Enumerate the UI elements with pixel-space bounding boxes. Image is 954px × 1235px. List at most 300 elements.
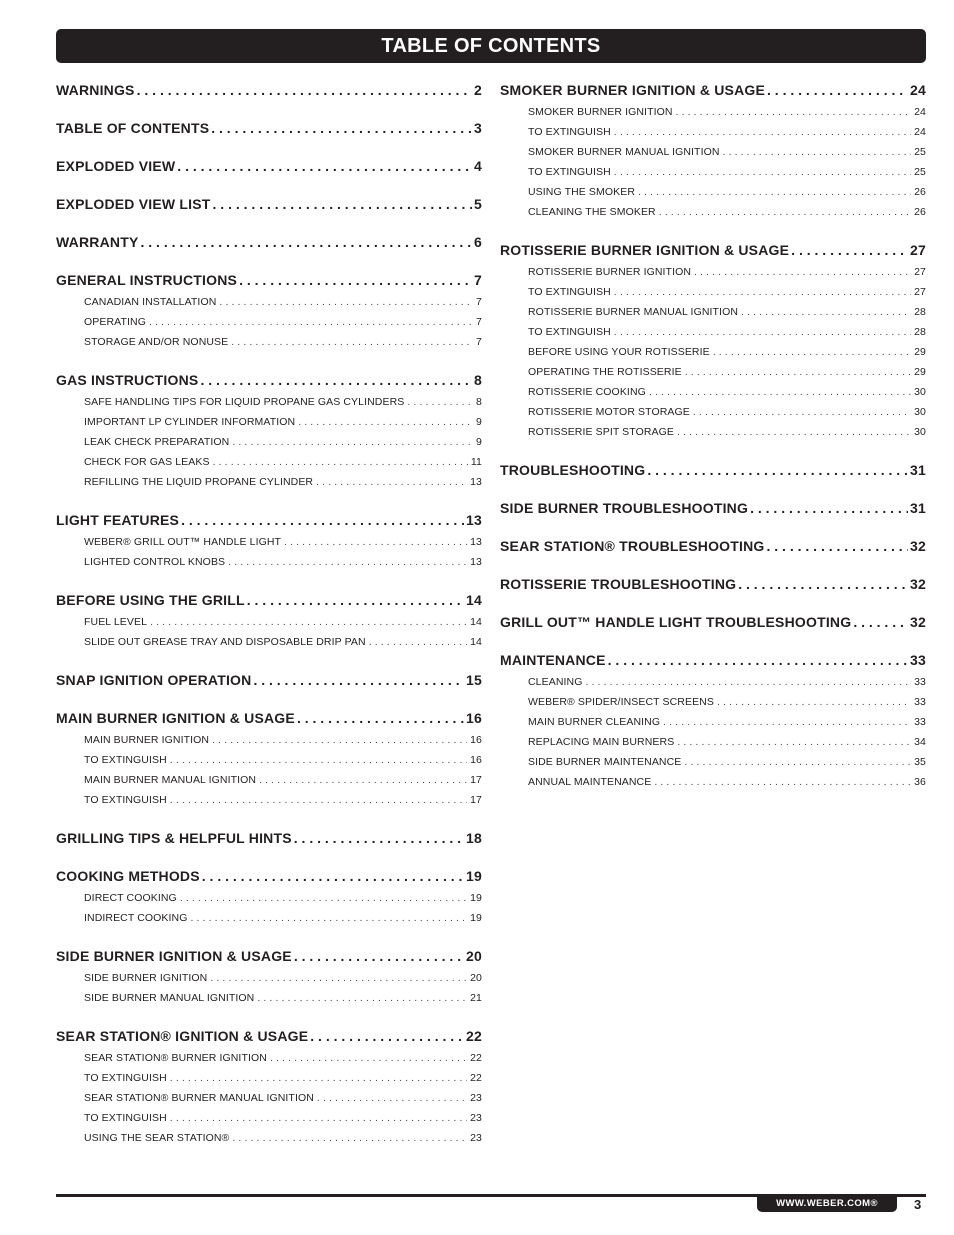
toc-subentry-page: 7: [476, 316, 482, 328]
toc-entry[interactable]: [500, 460, 926, 480]
toc-entry-page: 20: [466, 948, 482, 964]
toc-entry-title: SMOKER BURNER IGNITION & USAGE: [500, 82, 766, 98]
toc-subentry-page: 24: [914, 106, 926, 118]
toc-entry[interactable]: [56, 194, 482, 214]
dot-leader: [649, 382, 911, 402]
dot-leader: [685, 362, 911, 382]
dot-leader: [717, 692, 911, 712]
toc-subentry-title: SLIDE OUT GREASE TRAY AND DISPOSABLE DRIP PAN: [84, 636, 366, 648]
toc-entry-title: COOKING METHODS: [56, 868, 200, 884]
toc-subentry-title: ROTISSERIE SPIT STORAGE: [528, 426, 675, 438]
toc-entry-page: 4: [474, 158, 482, 174]
toc-subentries: [56, 392, 482, 492]
toc-entry-title: GRILL OUT™ HANDLE LIGHT TROUBLESHOOTING: [500, 614, 852, 630]
dot-leader: [177, 156, 472, 176]
toc-subentry-title: MAIN BURNER MANUAL IGNITION: [84, 774, 257, 786]
toc-right-column: [500, 80, 926, 810]
dot-leader: [213, 194, 472, 214]
toc-subentry-page: 29: [914, 366, 926, 378]
dot-leader: [677, 732, 911, 752]
dot-leader: [638, 182, 911, 202]
dot-leader: [654, 772, 911, 792]
toc-subentry-page: 33: [914, 716, 926, 728]
toc-subentry-title: TO EXTINGUISH: [84, 794, 167, 806]
toc-subentry-page: 17: [470, 774, 482, 786]
toc-subentry-title: OPERATING THE ROTISSERIE: [528, 366, 682, 378]
toc-subentry-page: 14: [470, 636, 482, 648]
toc-entry-title: GENERAL INSTRUCTIONS: [56, 272, 238, 288]
toc-subentries: [56, 292, 482, 352]
toc-entry-title: EXPLODED VIEW LIST: [56, 196, 211, 212]
toc-entry-title: TABLE OF CONTENTS: [56, 120, 210, 136]
toc-section: [500, 536, 926, 556]
toc-subentry[interactable]: [84, 1128, 482, 1148]
toc-subentry[interactable]: [84, 552, 482, 572]
toc-subentry-title: STORAGE AND/OR NONUSE: [84, 336, 229, 348]
toc-entry-page: 14: [466, 592, 482, 608]
dot-leader: [228, 552, 467, 572]
toc-entry-title: WARRANTY: [56, 234, 139, 250]
toc-entry[interactable]: [56, 270, 482, 290]
dot-leader: [253, 670, 464, 690]
toc-subentry-page: 7: [476, 296, 482, 308]
toc-subentry[interactable]: [84, 908, 482, 928]
toc-subentries: [56, 968, 482, 1008]
toc-subentry-page: 23: [470, 1092, 482, 1104]
toc-entry-page: 3: [474, 120, 482, 136]
toc-entry[interactable]: [500, 574, 926, 594]
toc-subentry-title: CLEANING THE SMOKER: [528, 206, 656, 218]
toc-entry-title: MAIN BURNER IGNITION & USAGE: [56, 710, 295, 726]
toc-entry-page: 31: [910, 500, 926, 516]
page-title: TABLE OF CONTENTS: [381, 34, 601, 57]
toc-subentry[interactable]: [528, 162, 926, 182]
toc-subentry-title: ROTISSERIE BURNER MANUAL IGNITION: [528, 306, 739, 318]
dot-leader: [270, 1048, 467, 1068]
toc-section: [56, 946, 482, 1008]
dot-leader: [239, 270, 472, 290]
dot-leader: [212, 730, 467, 750]
dot-leader: [614, 322, 911, 342]
toc-subentry-page: 13: [470, 536, 482, 548]
toc-subentry[interactable]: [84, 1108, 482, 1128]
toc-subentry[interactable]: [528, 382, 926, 402]
toc-subentries: [56, 532, 482, 572]
toc-section: [56, 670, 482, 690]
toc-entry[interactable]: [500, 536, 926, 556]
toc-entry-page: 13: [466, 512, 482, 528]
toc-subentry-page: 16: [470, 754, 482, 766]
toc-subentry-title: SMOKER BURNER IGNITION: [528, 106, 673, 118]
toc-subentry[interactable]: [84, 452, 482, 472]
toc-subentry-page: 35: [914, 756, 926, 768]
toc-subentries: [56, 1048, 482, 1148]
toc-section: [56, 1026, 482, 1148]
toc-entry[interactable]: [56, 510, 482, 530]
toc-subentry-page: 8: [476, 396, 482, 408]
toc-section: [500, 574, 926, 594]
dot-leader: [200, 370, 472, 390]
toc-left-column: [56, 80, 482, 1166]
toc-subentry-title: SIDE BURNER MANUAL IGNITION: [84, 992, 255, 1004]
dot-leader: [614, 162, 911, 182]
toc-entry-page: 8: [474, 372, 482, 388]
toc-entry-title: ROTISSERIE TROUBLESHOOTING: [500, 576, 737, 592]
toc-subentry-page: 30: [914, 386, 926, 398]
toc-subentry[interactable]: [528, 712, 926, 732]
toc-subentry-title: REFILLING THE LIQUID PROPANE CYLINDER: [84, 476, 314, 488]
dot-leader: [180, 888, 467, 908]
toc-subentries: [500, 262, 926, 442]
toc-section: [56, 510, 482, 572]
toc-subentry-page: 28: [914, 326, 926, 338]
toc-subentry[interactable]: [84, 312, 482, 332]
toc-subentry-title: ROTISSERIE BURNER IGNITION: [528, 266, 692, 278]
toc-entry-title: SIDE BURNER IGNITION & USAGE: [56, 948, 292, 964]
dot-leader: [149, 312, 473, 332]
toc-subentry-title: SEAR STATION® BURNER MANUAL IGNITION: [84, 1092, 314, 1104]
toc-entry[interactable]: [56, 232, 482, 252]
toc-entry-page: 27: [910, 242, 926, 258]
dot-leader: [614, 282, 911, 302]
toc-subentry-title: MAIN BURNER IGNITION: [84, 734, 210, 746]
toc-subentry-title: TO EXTINGUISH: [84, 1072, 167, 1084]
toc-entry[interactable]: [56, 828, 482, 848]
toc-subentry-page: 27: [914, 266, 926, 278]
dot-leader: [232, 432, 473, 452]
toc-subentry-page: 17: [470, 794, 482, 806]
toc-entry-page: 31: [910, 462, 926, 478]
toc-subentry[interactable]: [84, 532, 482, 552]
toc-subentry-page: 9: [476, 436, 482, 448]
toc-subentry[interactable]: [84, 292, 482, 312]
toc-entry-title: BEFORE USING THE GRILL: [56, 592, 245, 608]
toc-entry[interactable]: [500, 80, 926, 100]
dot-leader: [723, 142, 912, 162]
toc-entry-page: 32: [910, 576, 926, 592]
toc-entry[interactable]: [56, 670, 482, 690]
toc-subentry[interactable]: [84, 1088, 482, 1108]
toc-subentry-title: TO EXTINGUISH: [84, 1112, 167, 1124]
toc-section: [56, 828, 482, 848]
toc-subentry-page: 19: [470, 892, 482, 904]
dot-leader: [247, 590, 464, 610]
toc-section: [56, 118, 482, 138]
dot-leader: [298, 412, 473, 432]
toc-subentry-page: 23: [470, 1132, 482, 1144]
toc-subentry-page: 34: [914, 736, 926, 748]
dot-leader: [170, 750, 467, 770]
toc-subentry[interactable]: [528, 752, 926, 772]
toc-subentry[interactable]: [528, 362, 926, 382]
dot-leader: [219, 292, 473, 312]
toc-subentry-page: 30: [914, 426, 926, 438]
toc-subentry[interactable]: [84, 750, 482, 770]
toc-entry-title: TROUBLESHOOTING: [500, 462, 646, 478]
toc-subentry-page: 16: [470, 734, 482, 746]
dot-leader: [317, 1088, 467, 1108]
dot-leader: [170, 790, 467, 810]
toc-entry-title: GRILLING TIPS & HELPFUL HINTS: [56, 830, 292, 846]
toc-subentry-page: 25: [914, 146, 926, 158]
toc-subentry-page: 21: [470, 992, 482, 1004]
toc-subentry-page: 22: [470, 1072, 482, 1084]
toc-entry-page: 7: [474, 272, 482, 288]
toc-subentry-title: ROTISSERIE MOTOR STORAGE: [528, 406, 690, 418]
dot-leader: [791, 240, 908, 260]
toc-subentry[interactable]: [528, 402, 926, 422]
dot-leader: [310, 1026, 464, 1046]
dot-leader: [170, 1108, 467, 1128]
dot-leader: [284, 532, 467, 552]
toc-subentries: [56, 888, 482, 928]
dot-leader: [608, 650, 908, 670]
toc-subentry[interactable]: [84, 790, 482, 810]
dot-leader: [684, 752, 911, 772]
dot-leader: [316, 472, 467, 492]
toc-subentry[interactable]: [84, 968, 482, 988]
toc-section: [500, 460, 926, 480]
toc-entry[interactable]: [500, 240, 926, 260]
dot-leader: [259, 770, 467, 790]
toc-section: [56, 370, 482, 492]
toc-subentries: [56, 730, 482, 810]
page-number: 3: [914, 1197, 922, 1212]
dot-leader: [647, 460, 908, 480]
toc-subentry-title: TO EXTINGUISH: [528, 126, 611, 138]
toc-entry[interactable]: [56, 708, 482, 728]
toc-subentry[interactable]: [84, 1048, 482, 1068]
toc-subentry[interactable]: [528, 322, 926, 342]
dot-leader: [369, 632, 467, 652]
toc-entry[interactable]: [56, 866, 482, 886]
toc-entry[interactable]: [56, 156, 482, 176]
toc-section: [500, 612, 926, 632]
toc-subentry-title: CANADIAN INSTALLATION: [84, 296, 217, 308]
toc-entry-page: 33: [910, 652, 926, 668]
toc-subentry-page: 14: [470, 616, 482, 628]
toc-subentry-title: DIRECT COOKING: [84, 892, 177, 904]
toc-subentry[interactable]: [84, 332, 482, 352]
dot-leader: [170, 1068, 467, 1088]
toc-subentry[interactable]: [528, 302, 926, 322]
toc-subentry-page: 36: [914, 776, 926, 788]
dot-leader: [677, 422, 911, 442]
dot-leader: [585, 672, 911, 692]
toc-subentry-title: MAIN BURNER CLEANING: [528, 716, 661, 728]
toc-section: [56, 866, 482, 928]
toc-entry-title: SEAR STATION® IGNITION & USAGE: [56, 1028, 309, 1044]
toc-entry-page: 19: [466, 868, 482, 884]
toc-subentry-title: OPERATING: [84, 316, 146, 328]
toc-entry[interactable]: [56, 118, 482, 138]
toc-subentry-title: SAFE HANDLING TIPS FOR LIQUID PROPANE GAS CYLINDERS: [84, 396, 405, 408]
dot-leader: [853, 612, 908, 632]
dot-leader: [211, 118, 472, 138]
toc-subentries: [500, 102, 926, 222]
dot-leader: [294, 946, 464, 966]
dot-leader: [202, 866, 464, 886]
toc-subentry-title: WEBER® SPIDER/INSECT SCREENS: [528, 696, 714, 708]
toc-subentry[interactable]: [84, 432, 482, 452]
dot-leader: [659, 202, 911, 222]
toc-section: [56, 80, 482, 100]
toc-section: [500, 240, 926, 442]
toc-subentry-page: 23: [470, 1112, 482, 1124]
toc-entry[interactable]: [56, 1026, 482, 1046]
toc-subentry-title: CHECK FOR GAS LEAKS: [84, 456, 210, 468]
toc-section: [56, 194, 482, 214]
toc-subentry[interactable]: [84, 888, 482, 908]
dot-leader: [767, 80, 908, 100]
toc-subentry[interactable]: [528, 262, 926, 282]
toc-subentry-title: SIDE BURNER IGNITION: [84, 972, 208, 984]
toc-entry-page: 15: [466, 672, 482, 688]
toc-subentry[interactable]: [84, 1068, 482, 1088]
toc-section: [56, 708, 482, 810]
toc-subentry-page: 25: [914, 166, 926, 178]
header-bar: [56, 29, 926, 63]
toc-subentry-title: CLEANING: [528, 676, 583, 688]
toc-entry-title: ROTISSERIE BURNER IGNITION & USAGE: [500, 242, 790, 258]
toc-subentry[interactable]: [84, 730, 482, 750]
toc-subentry[interactable]: [528, 342, 926, 362]
toc-entry[interactable]: [56, 590, 482, 610]
toc-entry-title: LIGHT FEATURES: [56, 512, 180, 528]
toc-subentry[interactable]: [84, 412, 482, 432]
toc-subentry-page: 13: [470, 476, 482, 488]
toc-subentry-title: ANNUAL MAINTENANCE: [528, 776, 652, 788]
dot-leader: [150, 612, 467, 632]
toc-subentry-title: WEBER® GRILL OUT™ HANDLE LIGHT: [84, 536, 282, 548]
dot-leader: [213, 452, 468, 472]
toc-subentry[interactable]: [528, 142, 926, 162]
toc-subentry-page: 20: [470, 972, 482, 984]
toc-entry[interactable]: [500, 650, 926, 670]
dot-leader: [257, 988, 467, 1008]
toc-entry-page: 32: [910, 614, 926, 630]
dot-leader: [137, 80, 472, 100]
toc-entry-page: 32: [910, 538, 926, 554]
toc-subentry-page: 19: [470, 912, 482, 924]
toc-subentry-title: BEFORE USING YOUR ROTISSERIE: [528, 346, 710, 358]
toc-subentry-title: INDIRECT COOKING: [84, 912, 188, 924]
footer-website-badge: [757, 1194, 897, 1212]
toc-entry-title: WARNINGS: [56, 82, 135, 98]
toc-section: [56, 232, 482, 252]
dot-leader: [181, 510, 464, 530]
dot-leader: [231, 332, 473, 352]
toc-entry[interactable]: [56, 370, 482, 390]
toc-entry[interactable]: [56, 946, 482, 966]
toc-subentry-page: 22: [470, 1052, 482, 1064]
toc-subentry[interactable]: [528, 102, 926, 122]
dot-leader: [191, 908, 468, 928]
dot-leader: [693, 402, 911, 422]
toc-subentry[interactable]: [528, 422, 926, 442]
toc-subentry[interactable]: [528, 202, 926, 222]
dot-leader: [767, 536, 909, 556]
toc-subentry[interactable]: [528, 772, 926, 792]
toc-subentry-page: 27: [914, 286, 926, 298]
toc-subentry-title: TO EXTINGUISH: [528, 166, 611, 178]
toc-subentry[interactable]: [84, 472, 482, 492]
toc-subentries: [500, 672, 926, 792]
dot-leader: [297, 708, 464, 728]
toc-section: [56, 156, 482, 176]
toc-subentry[interactable]: [84, 392, 482, 412]
toc-subentry-title: TO EXTINGUISH: [528, 286, 611, 298]
dot-leader: [232, 1128, 467, 1148]
toc-subentry-title: IMPORTANT LP CYLINDER INFORMATION: [84, 416, 296, 428]
toc-entry-page: 22: [466, 1028, 482, 1044]
dot-leader: [738, 574, 908, 594]
toc-subentry[interactable]: [528, 732, 926, 752]
toc-entry[interactable]: [500, 612, 926, 632]
toc-section: [56, 270, 482, 352]
toc-subentry-title: SEAR STATION® BURNER IGNITION: [84, 1052, 267, 1064]
toc-subentry[interactable]: [84, 612, 482, 632]
toc-subentry[interactable]: [84, 770, 482, 790]
toc-subentry-page: 26: [914, 186, 926, 198]
toc-subentry-title: LEAK CHECK PREPARATION: [84, 436, 230, 448]
toc-subentry-page: 24: [914, 126, 926, 138]
toc-subentry-title: LIGHTED CONTROL KNOBS: [84, 556, 226, 568]
toc-subentry[interactable]: [528, 182, 926, 202]
toc-section: [500, 80, 926, 222]
toc-subentry-page: 13: [470, 556, 482, 568]
toc-subentry-page: 30: [914, 406, 926, 418]
toc-subentries: [56, 612, 482, 652]
toc-subentry[interactable]: [528, 672, 926, 692]
dot-leader: [294, 828, 464, 848]
toc-subentry[interactable]: [528, 122, 926, 142]
dot-leader: [694, 262, 911, 282]
toc-subentry[interactable]: [528, 282, 926, 302]
toc-entry-page: 24: [910, 82, 926, 98]
toc-subentry-page: 9: [476, 416, 482, 428]
toc-entry[interactable]: [56, 80, 482, 100]
toc-entry-title: GAS INSTRUCTIONS: [56, 372, 199, 388]
toc-subentry[interactable]: [84, 632, 482, 652]
toc-subentry-page: 28: [914, 306, 926, 318]
toc-entry-page: 16: [466, 710, 482, 726]
toc-entry[interactable]: [500, 498, 926, 518]
toc-entry-page: 5: [474, 196, 482, 212]
dot-leader: [407, 392, 473, 412]
toc-subentry-page: 33: [914, 696, 926, 708]
toc-entry-title: SIDE BURNER TROUBLESHOOTING: [500, 500, 749, 516]
toc-entry-page: 2: [474, 82, 482, 98]
toc-subentry-title: REPLACING MAIN BURNERS: [528, 736, 675, 748]
toc-subentry[interactable]: [528, 692, 926, 712]
toc-section: [500, 650, 926, 792]
dot-leader: [140, 232, 472, 252]
toc-subentry-title: TO EXTINGUISH: [84, 754, 167, 766]
toc-subentry-page: 33: [914, 676, 926, 688]
dot-leader: [663, 712, 911, 732]
toc-entry-title: MAINTENANCE: [500, 652, 606, 668]
toc-subentry[interactable]: [84, 988, 482, 1008]
dot-leader: [741, 302, 911, 322]
toc-entry-title: SEAR STATION® TROUBLESHOOTING: [500, 538, 765, 554]
toc-subentry-title: USING THE SMOKER: [528, 186, 636, 198]
toc-subentry-page: 7: [476, 336, 482, 348]
toc-subentry-page: 29: [914, 346, 926, 358]
toc-entry-title: EXPLODED VIEW: [56, 158, 176, 174]
toc-subentry-title: SIDE BURNER MAINTENANCE: [528, 756, 682, 768]
toc-section: [56, 590, 482, 652]
